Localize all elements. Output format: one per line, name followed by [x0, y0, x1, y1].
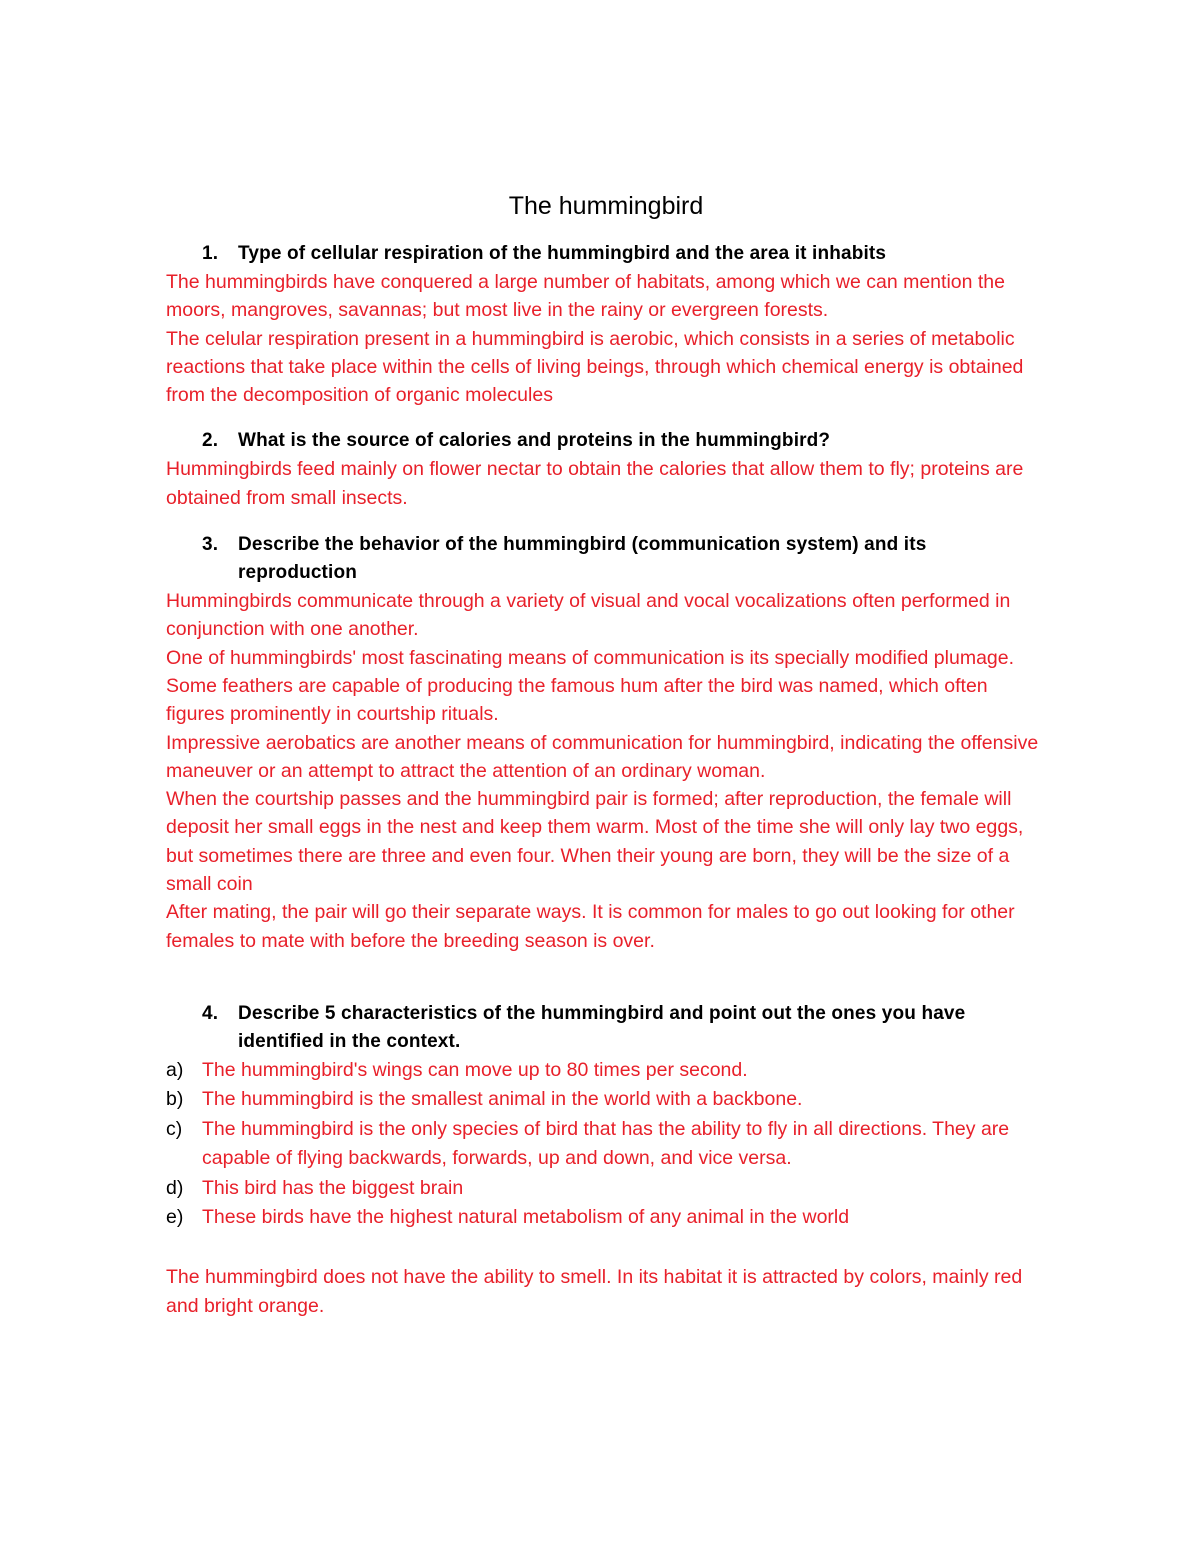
list-item	[166, 1085, 1046, 1115]
list-item-text: The hummingbird is the smallest animal in the world with a backbone.	[202, 1088, 803, 1111]
question-section-3	[166, 531, 1046, 955]
list-item	[166, 1056, 1046, 1086]
list-marker: e)	[166, 1206, 184, 1229]
question-heading	[166, 240, 1046, 268]
question-number: 4.	[202, 1002, 219, 1024]
question-text: Describe the behavior of the hummingbird (communication system) and its reproduction	[238, 534, 927, 584]
answer-paragraph: The celular respiration present in a hummingbird is aerobic, which consists in a series of metabolic reactions that take place within the cells of living beings, through which chemical energy is obtained from the decomposition of organic molecules	[166, 327, 1024, 407]
answer-paragraph: One of hummingbirds' most fascinating means of communication is its specially modified plumage. Some feathers are capable of producing the famous hum after the bird was named, which often figures prominently in courtship rituals.	[166, 646, 1015, 726]
document-page	[166, 188, 1046, 1322]
list-marker: d)	[166, 1176, 184, 1199]
question-text: Describe 5 characteristics of the hummingbird and point out the ones you have identified in the context.	[238, 1002, 966, 1052]
list-marker: b)	[166, 1088, 184, 1111]
question-number: 1.	[202, 243, 219, 264]
question-text: What is the source of calories and proteins in the hummingbird?	[238, 430, 831, 452]
question-number: 2.	[202, 430, 219, 452]
list-item	[166, 1115, 1046, 1174]
list-item-text: The hummingbird's wings can move up to 80 times per second.	[202, 1058, 748, 1081]
question-text: Type of cellular respiration of the hummingbird and the area it inhabits	[238, 243, 887, 264]
list-item-text: These birds have the highest natural metabolism of any animal in the world	[202, 1206, 850, 1229]
answer-paragraph: Impressive aerobatics are another means of communication for hummingbird, indicating the offensive maneuver or an attempt to attract the attention of an ordinary woman.	[166, 731, 1039, 782]
list-item-text: The hummingbird is the only species of bird that has the ability to fly in all directions. They are capable of flying backwards, forwards, up and down, and vice versa.	[202, 1117, 1010, 1170]
answer-paragraph: The hummingbirds have conquered a large number of habitats, among which we can mention the moors, mangroves, savannas; but most live in the rainy or evergreen forests.	[166, 271, 1005, 322]
question-heading	[166, 1000, 1046, 1056]
question-heading	[166, 427, 1046, 455]
answer-paragraph: Hummingbirds feed mainly on flower nectar to obtain the calories that allow them to fly; proteins are obtained from small insects.	[166, 458, 1024, 509]
question-section-4	[166, 1000, 1046, 1322]
characteristics-list	[166, 1056, 1046, 1233]
question-section-2	[166, 427, 1046, 512]
question-section-1	[166, 240, 1046, 409]
answer-paragraph: When the courtship passes and the hummingbird pair is formed; after reproduction, the female will deposit her small eggs in the nest and keep them warm. Most of the time she will only lay two eggs, but sometimes there are three and even four. When their young are born, they will be the size of a small coin	[166, 788, 1024, 896]
list-item-text: This bird has the biggest brain	[202, 1176, 464, 1199]
document-title: The hummingbird	[508, 192, 704, 220]
answer-paragraph: After mating, the pair will go their separate ways. It is common for males to go out looking for other females to mate with before the breeding season is over.	[166, 901, 1015, 952]
list-marker: a)	[166, 1058, 184, 1081]
closing-paragraph: The hummingbird does not have the ability to smell. In its habitat it is attracted by colors, mainly red and bright orange.	[166, 1265, 1023, 1318]
question-heading	[166, 531, 1046, 587]
question-number: 3.	[202, 534, 219, 556]
list-marker: c)	[166, 1117, 183, 1140]
answer-paragraph: Hummingbirds communicate through a variety of visual and vocal vocalizations often performed in conjunction with one another.	[166, 590, 1011, 641]
list-item	[166, 1203, 1046, 1233]
list-item	[166, 1174, 1046, 1204]
